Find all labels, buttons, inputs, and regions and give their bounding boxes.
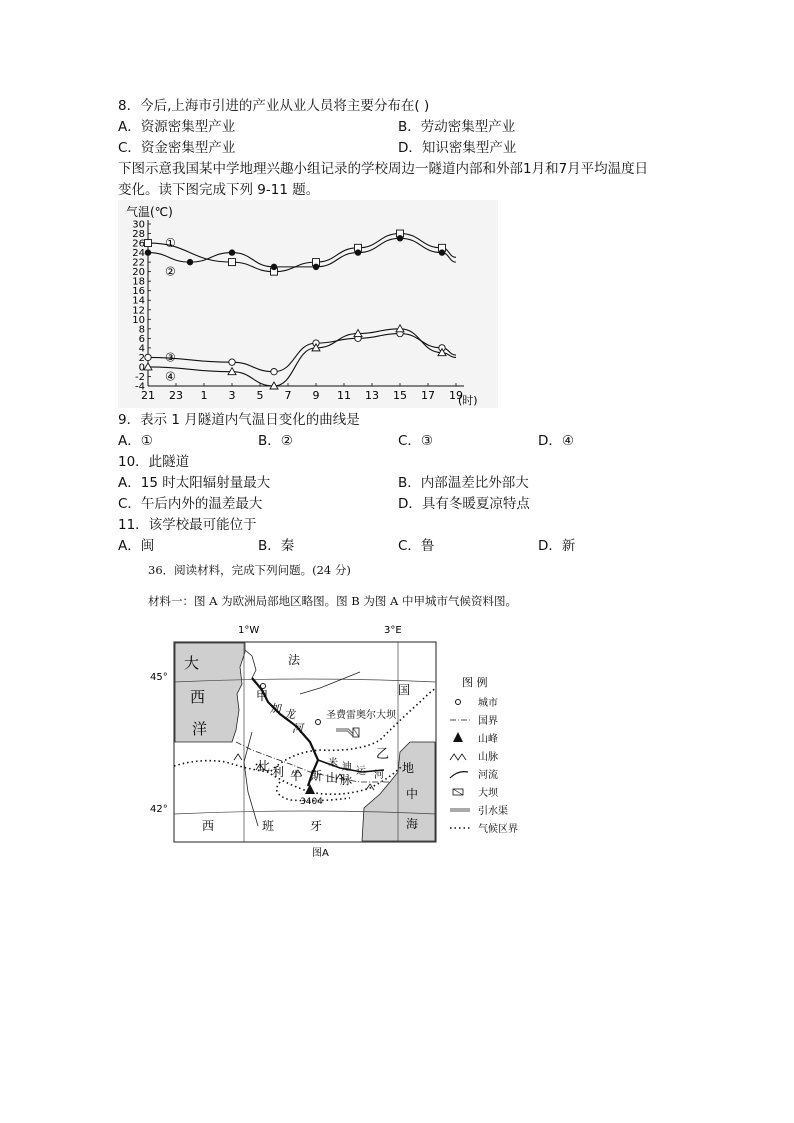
y-tick-label: 8: [138, 324, 145, 336]
y-tick-label: 12: [132, 305, 145, 317]
y-tick-label: 24: [132, 248, 145, 260]
q36-material: 材料一：图 A 为欧洲局部地区略图。图 B 为图 A 中甲城市气候资料图。: [148, 594, 517, 608]
x-tick-label: 11: [337, 389, 351, 402]
y-tick-label: 6: [138, 333, 145, 345]
europe-map: [140, 622, 540, 860]
x-tick-label: 9: [312, 389, 320, 402]
q8-option-c[interactable]: C．资金密集型产业: [118, 140, 236, 156]
q9-option-d[interactable]: D．④: [538, 433, 574, 449]
x-tick-label: 5: [256, 389, 264, 402]
q36-stem: 36．阅读材料，完成下列问题。(24 分): [148, 563, 351, 577]
q8-option-d[interactable]: D．知识密集型产业: [398, 140, 517, 156]
legend-title: 图 例: [462, 676, 488, 689]
legend-peak-icon: [453, 732, 463, 742]
label-spain-1: 西: [202, 819, 215, 833]
legend-climate: 气候区界: [478, 824, 518, 835]
y-tick-label: 30: [132, 219, 145, 231]
label-pyrenees-5: 山: [326, 771, 339, 785]
series-2-point: [271, 264, 277, 270]
q10-stem: 10．此隧道: [118, 454, 190, 470]
q11-option-a[interactable]: A．闽: [118, 538, 155, 554]
q9-option-c[interactable]: C．③: [398, 433, 434, 449]
x-tick-label: 19: [449, 389, 463, 402]
legend-peak: 山峰: [478, 734, 498, 745]
legend-city: 城市: [478, 698, 498, 709]
lon-label-3e: 3°E: [384, 625, 402, 636]
curve-label-1: ①: [165, 236, 176, 251]
series-3-point: [145, 354, 151, 360]
series-2-point: [145, 249, 151, 255]
y-tick-label: 14: [132, 295, 145, 307]
y-tick-label: 0: [138, 362, 145, 374]
y-tick-label: 10: [132, 314, 145, 326]
series-1-point: [145, 240, 152, 247]
label-med-2: 中: [406, 787, 419, 801]
q10-option-b[interactable]: B．内部温差比外部大: [398, 475, 529, 491]
q9-stem: 9．表示 1 月隧道内气温日变化的曲线是: [118, 412, 360, 428]
q10-option-c[interactable]: C．午后内外的温差最大: [118, 496, 263, 512]
series-2-point: [229, 249, 235, 255]
intro-line-2: 变化。读下图完成下列 9-11 题。: [118, 182, 320, 198]
legend-river: 河流: [478, 770, 498, 781]
label-med-3: 海: [406, 817, 419, 831]
label-spain-3: 牙: [310, 819, 323, 833]
label-city-jia: 甲: [256, 689, 269, 703]
y-tick-label: -2: [135, 371, 145, 383]
legend-river-icon: [450, 772, 468, 778]
series-3-point: [229, 359, 235, 365]
city-toulouse-marker: [316, 720, 321, 725]
legend-aqueduct: 引水渠: [478, 806, 508, 817]
x-tick-label: 21: [141, 389, 155, 402]
label-canal-3: 运: [356, 766, 366, 777]
series-2-point: [187, 259, 193, 265]
label-pyrenees-6: 脉: [340, 773, 353, 787]
label-canal-4: 河: [374, 770, 384, 781]
y-tick-label: 20: [132, 267, 145, 279]
y-tick-label: 2: [138, 352, 145, 364]
q9-option-a[interactable]: A．①: [118, 433, 153, 449]
label-atlantic-3: 洋: [192, 720, 208, 738]
intro-line-1: 下图示意我国某中学地理兴趣小组记录的学校周边一隧道内部和外部1月和7月平均温度日: [118, 161, 649, 177]
label-med-1: 地: [402, 761, 415, 775]
label-canal-1: 米: [328, 758, 338, 769]
label-pyrenees-4: 斯: [310, 769, 323, 783]
series-2-point: [439, 249, 445, 255]
lon-label-1w: 1°W: [238, 625, 260, 636]
label-pyrenees-3: 牛: [290, 769, 303, 783]
label-france-2: 国: [398, 683, 411, 697]
x-tick-label: 13: [365, 389, 379, 402]
curve-label-4: ④: [165, 369, 176, 384]
label-river-2: 龙: [284, 708, 295, 721]
series-1-point: [229, 259, 236, 266]
label-france-1: 法: [288, 653, 301, 667]
map-caption: 图A: [312, 848, 329, 859]
legend-range-icon: [450, 754, 466, 760]
y-tick-label: 4: [138, 343, 145, 355]
series-3-point: [271, 369, 277, 375]
label-canal-2: 迪: [342, 762, 352, 773]
q8-option-a[interactable]: A．资源密集型产业: [118, 119, 236, 135]
x-tick-label: 17: [421, 389, 435, 402]
label-pyrenees-2: 利: [272, 765, 285, 779]
city-jia-marker: [261, 684, 266, 689]
label-city-yi: 乙: [376, 747, 390, 762]
legend-dam: 大坝: [478, 788, 498, 799]
y-tick-label: 28: [132, 229, 145, 241]
label-river-1: 加: [270, 702, 281, 715]
y-tick-label: -4: [135, 381, 145, 393]
label-dam: 圣费雷奥尔大坝: [326, 710, 396, 721]
legend-border: 国界: [478, 716, 498, 727]
q10-option-a[interactable]: A．15 时太阳辐射量最大: [118, 475, 271, 491]
q10-option-d[interactable]: D．具有冬暖夏凉特点: [398, 496, 530, 512]
x-axis-label: (时): [458, 394, 478, 407]
lat-label-42: 42°: [150, 804, 168, 815]
y-tick-label: 26: [132, 238, 145, 250]
y-tick-label: 18: [132, 276, 145, 288]
q11-option-b[interactable]: B．秦: [258, 538, 295, 554]
label-atlantic-1: 大: [184, 654, 200, 672]
x-tick-label: 3: [228, 389, 236, 402]
q11-stem: 11．该学校最可能位于: [118, 517, 257, 533]
map-legend: [450, 675, 518, 835]
q9-option-b[interactable]: B．②: [258, 433, 293, 449]
legend-range: 山脉: [478, 752, 498, 763]
x-tick-label: 23: [169, 389, 183, 402]
q11-option-c[interactable]: C．鲁: [398, 538, 435, 554]
series-2-point: [313, 264, 319, 270]
temperature-chart: [118, 200, 498, 408]
x-tick-label: 1: [200, 389, 208, 402]
peak-elevation: 3404: [300, 797, 323, 807]
y-axis-label: 气温(℃): [126, 205, 173, 219]
series-2-point: [397, 235, 403, 241]
series-2-point: [355, 249, 361, 255]
legend-city-icon: [456, 700, 461, 705]
label-atlantic-2: 西: [190, 688, 206, 706]
y-tick-label: 16: [132, 286, 145, 298]
y-tick-label: 22: [132, 257, 145, 269]
curve-label-2: ②: [165, 264, 176, 279]
x-tick-label: 7: [284, 389, 292, 402]
lat-label-45: 45°: [150, 672, 168, 683]
curve-label-3: ③: [165, 350, 176, 365]
q11-option-d[interactable]: D．新: [538, 538, 576, 554]
label-pyrenees-1: 比: [258, 759, 271, 773]
q8-stem: 8．今后,上海市引进的产业从业人员将主要分布在( ): [118, 98, 430, 114]
label-river-3: 河: [292, 722, 303, 735]
x-tick-label: 15: [393, 389, 407, 402]
q8-option-b[interactable]: B．劳动密集型产业: [398, 119, 516, 135]
label-spain-2: 班: [262, 819, 275, 833]
